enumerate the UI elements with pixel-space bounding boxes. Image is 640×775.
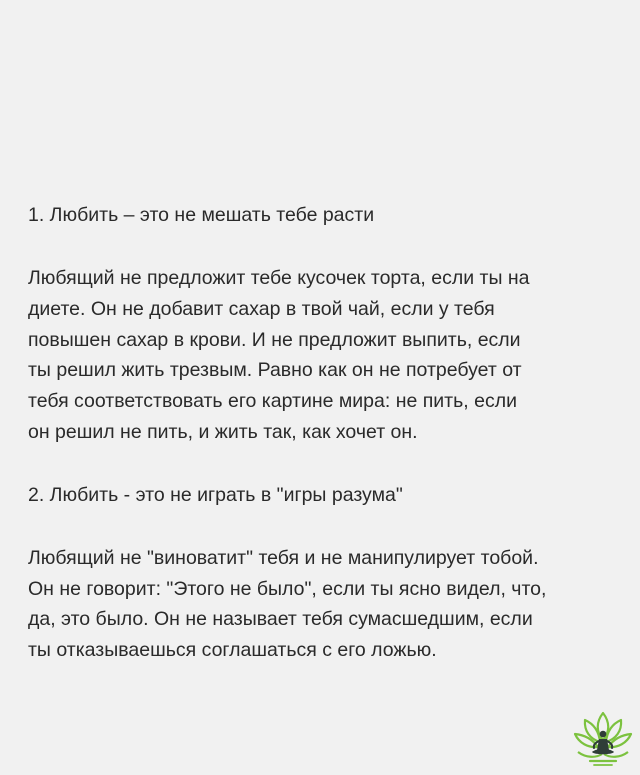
paragraph-line: диете. Он не добавит сахар в твой чай, если у тебя: [28, 297, 495, 320]
paragraph-line: ты отказываешься соглашаться с его ложью.: [28, 639, 437, 662]
paragraph-line: Любящий не предложит тебе кусочек торта, если ты на: [28, 267, 530, 289]
section-1-paragraph: [28, 263, 618, 448]
paragraph-line: повышен сахар в крови. И не предложит выпить, если: [28, 328, 521, 351]
section-2-heading: 2. Любить - это не играть в "игры разума": [28, 483, 403, 506]
lotus-meditation-icon: [572, 710, 634, 770]
paragraph-line: тебя соответствовать его картине мира: не пить, если: [28, 390, 517, 413]
section-1-heading: 1. Любить – это не мешать тебе расти: [28, 204, 375, 226]
article-text: [28, 200, 618, 666]
paragraph-line: ты решил жить трезвым. Равно как он не потребует от: [28, 359, 522, 382]
paragraph-line: Он не говорит: "Этого не было", если ты ясно видел, что,: [28, 577, 547, 600]
section-2-paragraph: [28, 543, 618, 666]
paragraph-line: он решил не пить, и жить так, как хочет он.: [28, 420, 418, 443]
paragraph-line: Любящий не "виноватит" тебя и не манипулирует тобой.: [28, 546, 539, 569]
paragraph-line: да, это было. Он не называет тебя сумасшедшим, если: [28, 608, 533, 631]
